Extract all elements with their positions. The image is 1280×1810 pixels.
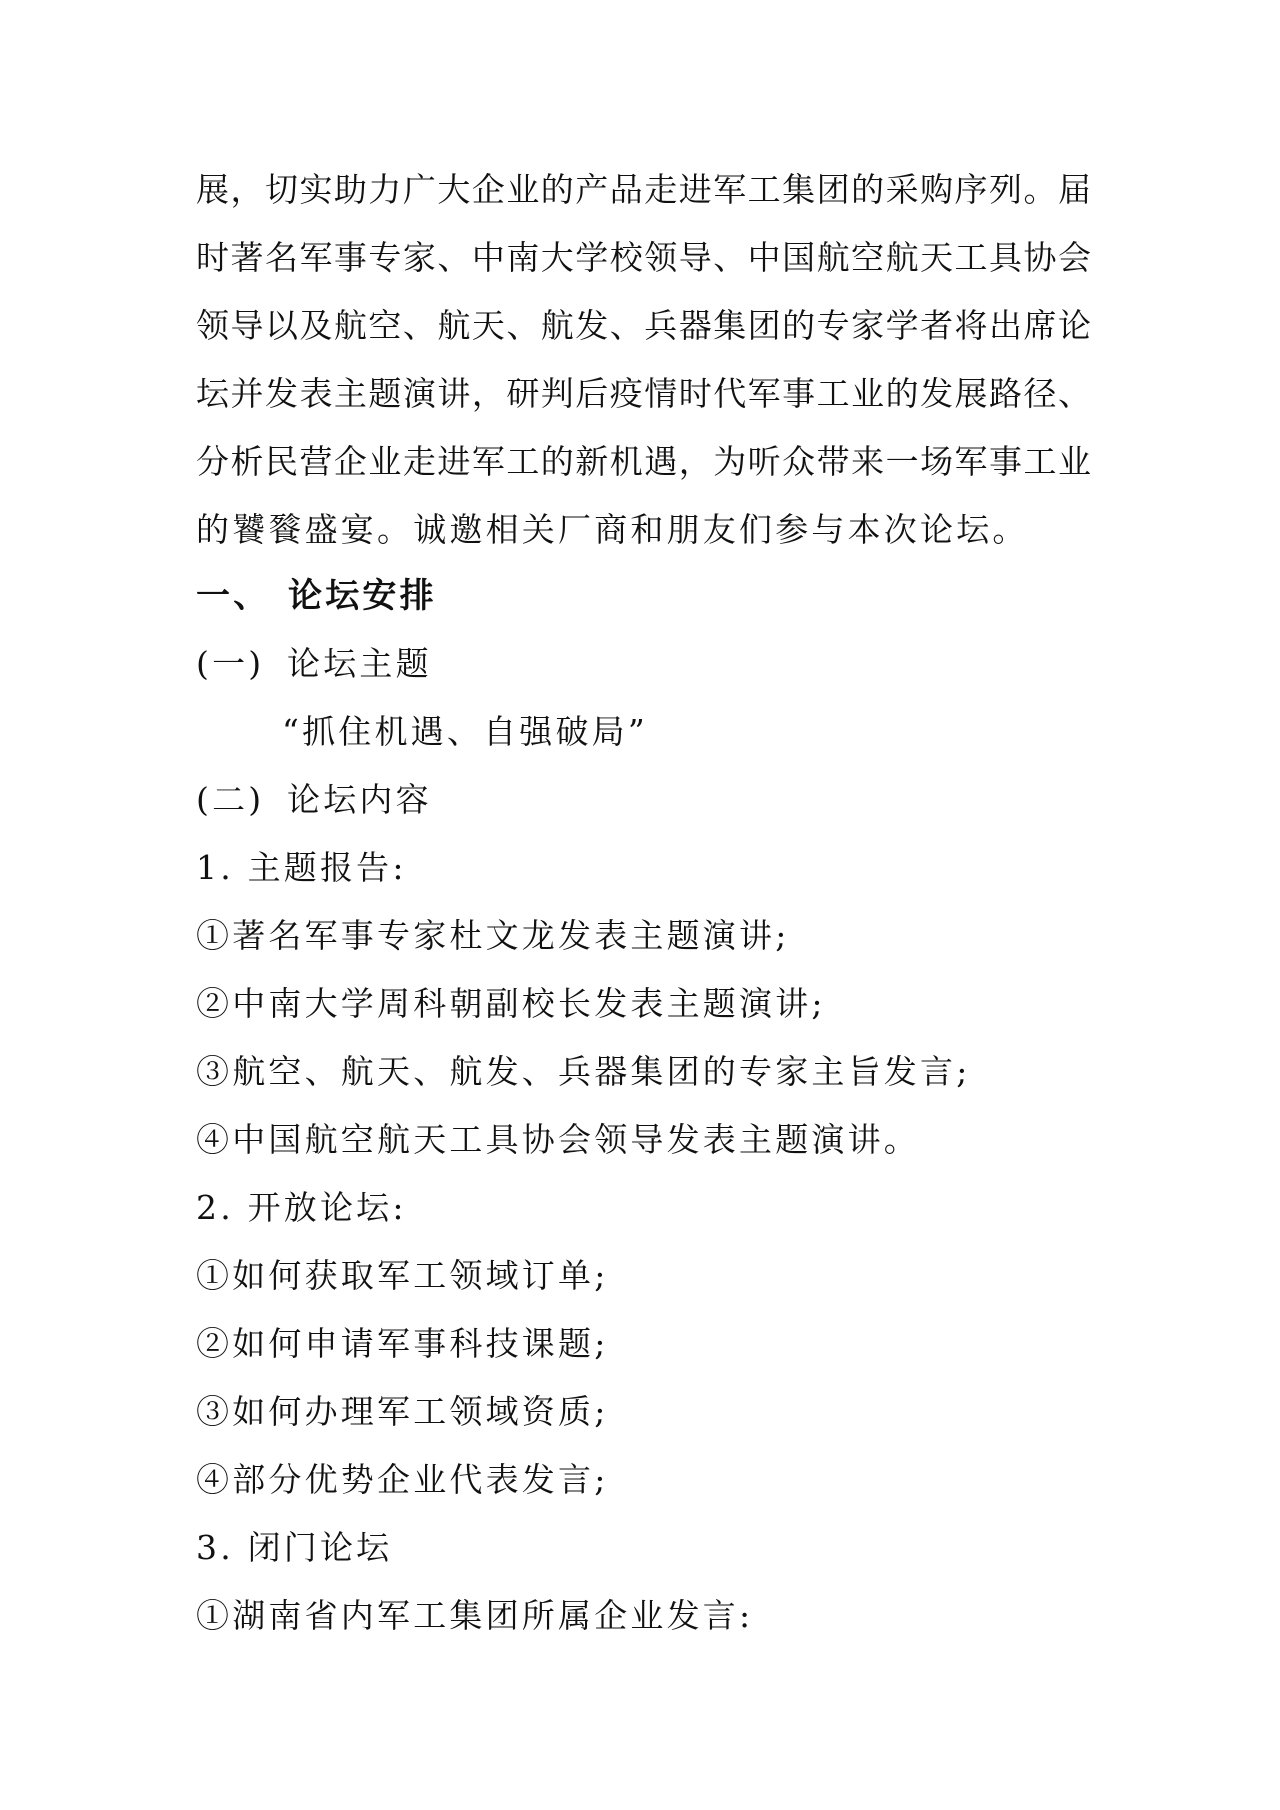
section-number: 一、 [196,576,271,616]
theme-quote: “抓住机遇、自强破局” [282,712,648,751]
subsection-heading [196,778,432,822]
list-item-title: 2. 开放论坛: [196,1188,407,1227]
paragraph-line: 领导以及航空、航天、航发、兵器集团的专家学者将出席论 [196,306,1091,345]
list-item: ③航空、航天、航发、兵器集团的专家主旨发言; [196,1052,971,1091]
list-item: ②如何申请军事科技课题; [196,1324,609,1363]
subsection-number: (一) [196,644,265,683]
list-item: ③如何办理军工领域资质; [196,1392,609,1431]
subsection-title: 论坛内容 [287,780,432,819]
paragraph-line: 时著名军事专家、中南大学校领导、中国航空航天工具协会 [196,238,1091,277]
subsection-title: 论坛主题 [287,644,432,683]
list-item: ②中南大学周科朝副校长发表主题演讲; [196,984,826,1023]
list-item: ①如何获取军工领域订单; [196,1256,609,1295]
paragraph-line: 坛并发表主题演讲，研判后疫情时代军事工业的发展路径、 [196,374,1091,413]
section-title: 论坛安排 [288,576,437,616]
list-item-title: 1. 主题报告: [196,848,407,887]
list-item-title: 3. 闭门论坛 [196,1528,393,1567]
subsection-number: (二) [196,780,265,819]
paragraph-line: 展，切实助力广大企业的产品走进军工集团的采购序列。届 [196,170,1091,209]
paragraph-line: 的饕餮盛宴。诚邀相关厂商和朋友们参与本次论坛。 [196,510,1029,549]
list-item: ①著名军事专家杜文龙发表主题演讲; [196,916,790,955]
list-item: ④部分优势企业代表发言; [196,1460,609,1499]
section-heading [196,574,437,618]
list-item: ①湖南省内军工集团所属企业发言: [196,1596,754,1635]
list-item: ④中国航空航天工具协会领导发表主题演讲。 [196,1120,920,1159]
subsection-heading [196,642,432,686]
paragraph-line: 分析民营企业走进军工的新机遇，为听众带来一场军事工业 [196,442,1091,481]
